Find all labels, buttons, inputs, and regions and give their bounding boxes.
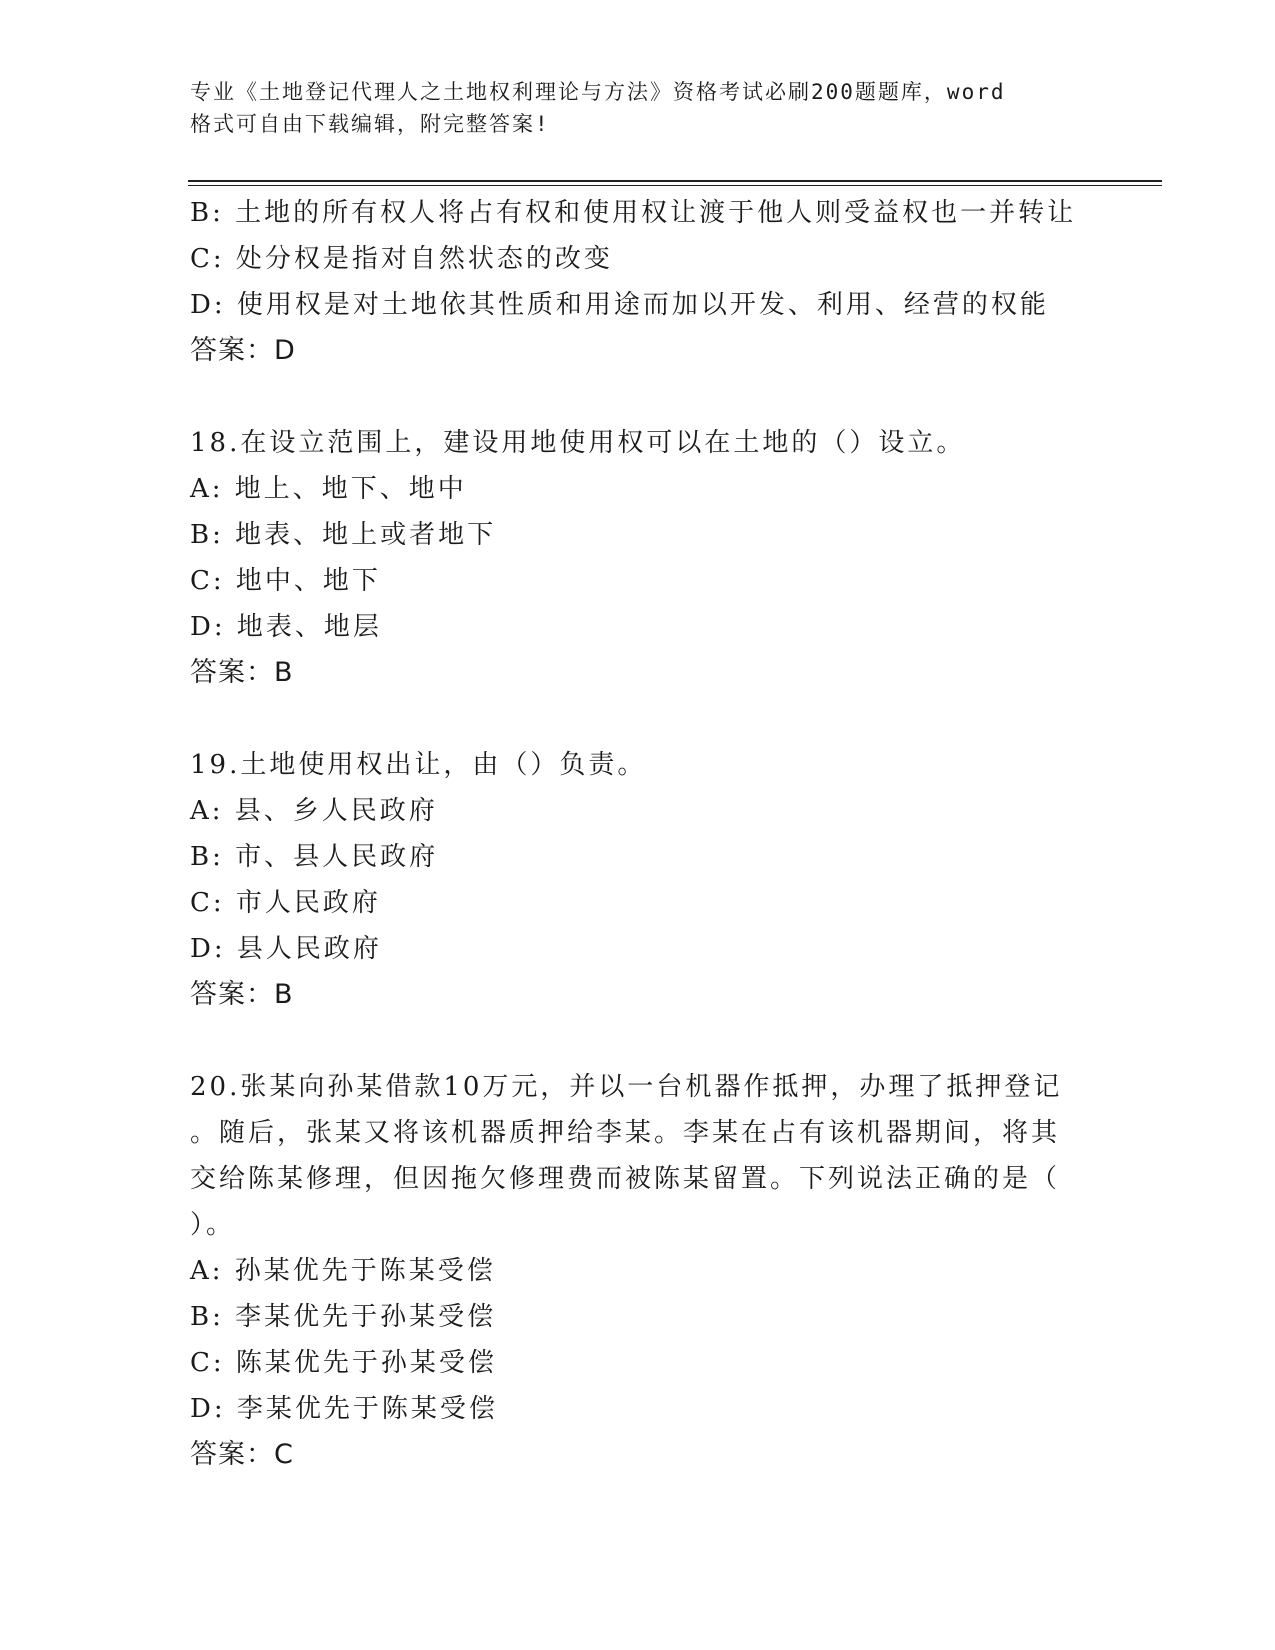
option-b: B: 地表、地上或者地下: [190, 520, 497, 550]
question-18: [190, 420, 1090, 696]
answer-label: 答案：D: [190, 335, 296, 366]
option-c: C: 陈某优先于孙某受偿: [190, 1348, 497, 1378]
option-d: D: 地表、地层: [190, 612, 382, 642]
header-divider-thin: [188, 185, 1162, 186]
option-d: D: 使用权是对土地依其性质和用途而加以开发、利用、经营的权能: [190, 290, 1049, 320]
option-c: C: 市人民政府: [190, 888, 381, 918]
question-stem: 19.土地使用权出让，由（）负责。: [190, 750, 647, 780]
option-d: D: 县人民政府: [190, 934, 382, 964]
spacer: [190, 374, 1090, 420]
spacer: [190, 696, 1090, 742]
header-title-line-2: 格式可自由下载编辑，附完整答案!: [190, 112, 550, 136]
spacer: [190, 1018, 1090, 1064]
option-b: B: 市、县人民政府: [190, 842, 439, 872]
question-stem-line-1: 20.张某向孙某借款10万元，并以一台机器作抵押，办理了抵押登记: [190, 1072, 1063, 1102]
answer-label: 答案：C: [190, 1439, 294, 1470]
question-19: [190, 742, 1090, 1018]
option-b: B: 土地的所有权人将占有权和使用权让渡于他人则受益权也一并转让: [190, 198, 1077, 228]
answer-label: 答案：B: [190, 657, 294, 688]
option-a: A: 孙某优先于陈某受偿: [190, 1256, 496, 1286]
question-stem-line-2: 。随后，张某又将该机器质押给李某。李某在占有该机器期间，将其: [190, 1118, 1061, 1148]
question-stem-line-4: ）。: [190, 1210, 236, 1240]
question-17-continued: [190, 190, 1090, 374]
option-a: A: 县、乡人民政府: [190, 796, 438, 826]
document-header: [190, 76, 1090, 140]
option-a: A: 地上、地下、地中: [190, 474, 467, 504]
option-d: D: 李某优先于陈某受偿: [190, 1394, 498, 1424]
question-stem: 18.在设立范围上，建设用地使用权可以在土地的（）设立。: [190, 428, 966, 458]
option-b: B: 李某优先于孙某受偿: [190, 1302, 497, 1332]
header-title-line-1: 专业《土地登记代理人之土地权利理论与方法》资格考试必刷200题题库，word: [190, 80, 1006, 104]
header-divider-thick: [188, 180, 1162, 182]
question-list: [190, 190, 1090, 1478]
question-stem-line-3: 交给陈某修理，但因拖欠修理费而被陈某留置。下列说法正确的是（: [190, 1164, 1061, 1194]
question-20: [190, 1064, 1090, 1478]
answer-label: 答案：B: [190, 979, 294, 1010]
option-c: C: 地中、地下: [190, 566, 381, 596]
option-c: C: 处分权是指对自然状态的改变: [190, 244, 613, 274]
